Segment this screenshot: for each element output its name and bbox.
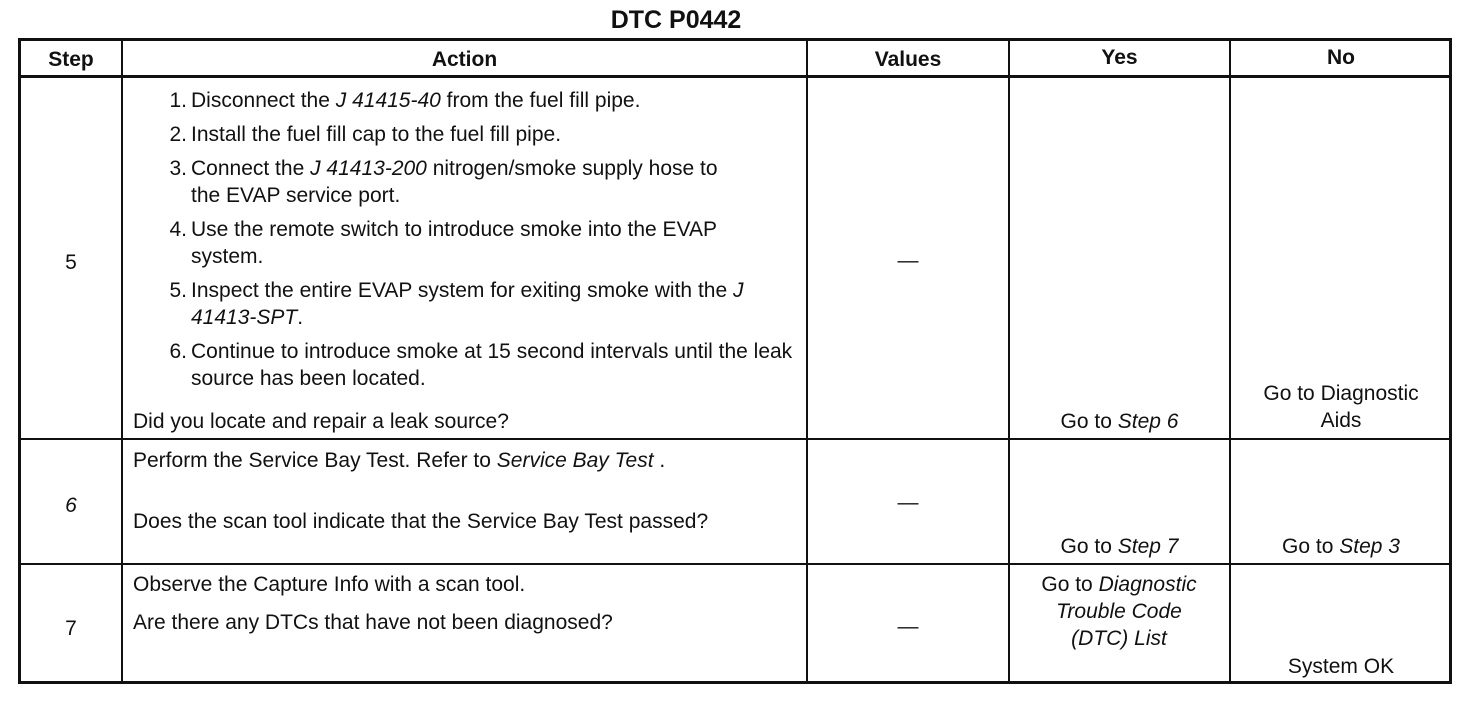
values-step-6: — [897, 491, 919, 514]
yes-step-6: Go to Step 7 [1060, 535, 1179, 558]
yes-step-5: Go to Step 6 [1060, 410, 1179, 433]
step-number-7: 7 [65, 617, 77, 640]
header-action: Action [431, 48, 498, 71]
action-step-6: Perform the Service Bay Test. Refer to Service Bay Test . [133, 449, 666, 472]
header-values: Values [874, 48, 942, 71]
list-item: 2. Install the fuel fill cap to the fuel fill pipe. [169, 123, 562, 146]
column-divider [1229, 41, 1231, 681]
header-no: No [1327, 46, 1355, 69]
diagnostic-table [18, 38, 1452, 684]
no-step-7: System OK [1287, 655, 1395, 678]
no-step-6: Go to Step 3 [1282, 535, 1400, 558]
header-divider [21, 75, 1449, 78]
yes-step-7: Go to Diagnostic Trouble Code (DTC) List [1041, 573, 1197, 650]
row-divider [21, 438, 1449, 440]
list-item: 1. Disconnect the J 41415-40 from the fuel fill pipe. [169, 89, 641, 112]
procedure-list [133, 87, 803, 392]
row-divider [21, 563, 1449, 565]
values-step-7: — [897, 615, 919, 638]
action-cell-step-5 [133, 87, 803, 399]
list-item: 3. Connect the J 41413-200 nitrogen/smoke supply hose to the EVAP service port. [169, 157, 718, 207]
list-item: 5. Inspect the entire EVAP system for exiting smoke with the J 41413-SPT. [169, 279, 744, 329]
column-divider [121, 41, 123, 681]
step-number-6: 6 [65, 494, 77, 517]
question-step-5: Did you locate and repair a leak source? [133, 410, 509, 433]
action-step-7: Observe the Capture Info with a scan tool. [133, 573, 526, 596]
values-step-5: — [897, 249, 919, 272]
step-number-5: 5 [65, 251, 77, 274]
question-step-6: Does the scan tool indicate that the Service Bay Test passed? [133, 510, 709, 533]
no-step-5: Go to Diagnostic Aids [1263, 382, 1419, 432]
column-divider [1008, 41, 1010, 681]
list-item: 4. Use the remote switch to introduce smoke into the EVAP system. [169, 218, 717, 268]
list-item: 6. Continue to introduce smoke at 15 second intervals until the leak source has been located. [169, 340, 793, 390]
document-title: DTC P0442 [610, 6, 742, 34]
question-step-7: Are there any DTCs that have not been diagnosed? [133, 611, 613, 634]
header-yes: Yes [1101, 46, 1138, 69]
header-step: Step [48, 48, 94, 71]
